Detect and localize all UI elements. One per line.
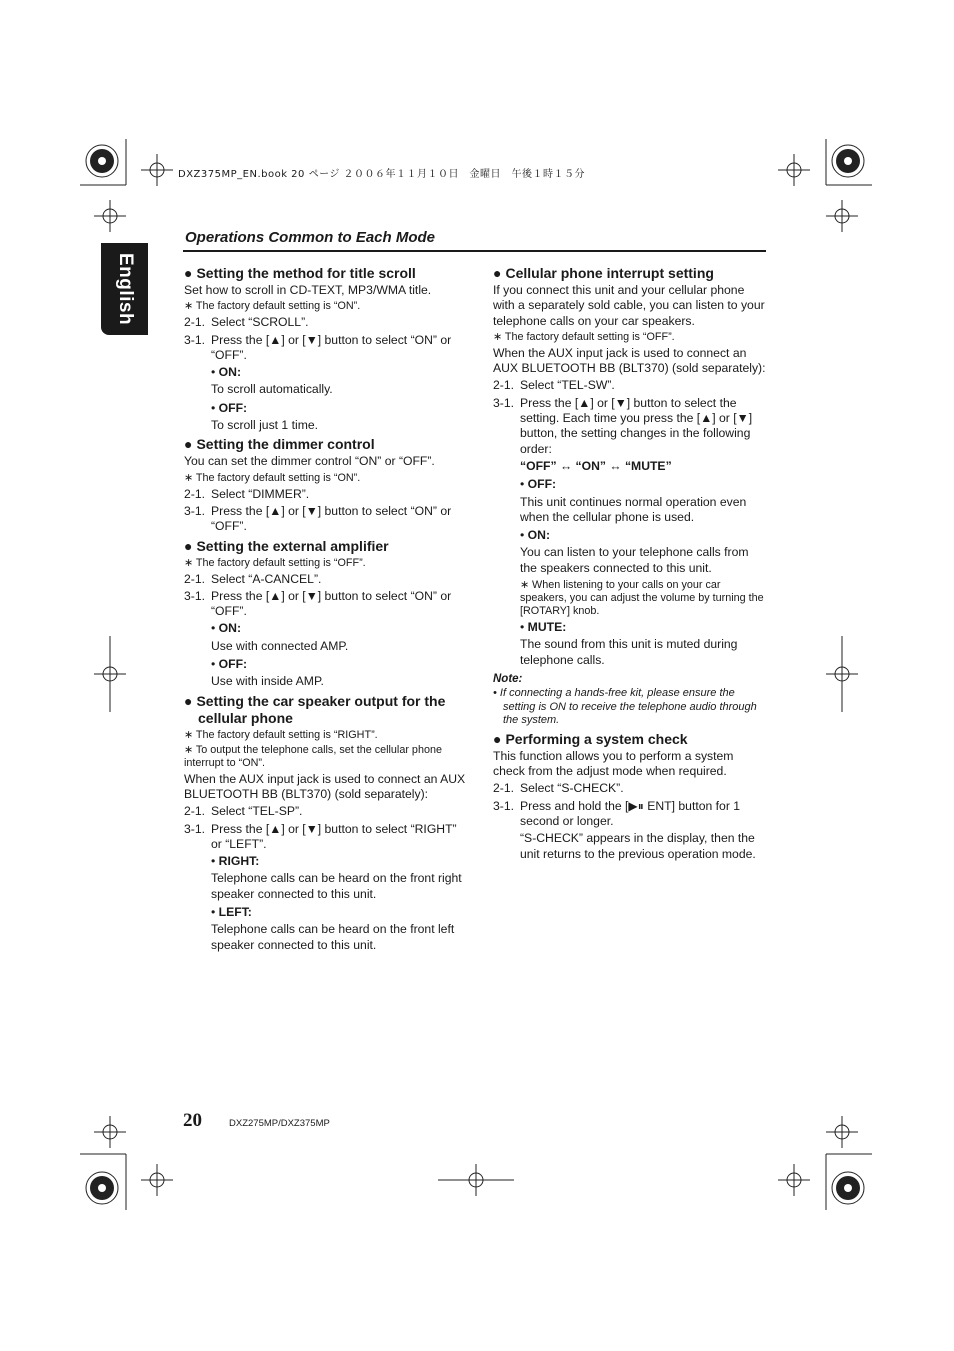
file-header: DXZ375MP_EN.book 20 ページ ２００６年１１月１０日 金曜日 午後１時１５分: [178, 169, 586, 180]
page-number: 20: [183, 1110, 202, 1131]
dimmer-factory: ∗ The factory default setting is “ON”.: [184, 471, 361, 484]
dimmer-step-3-1: 3-1. Press the [▲] or [▼] button to select “ON” or “OFF”.: [184, 503, 452, 534]
cellular-on-desc: You can listen to your telephone calls from the speakers connected to this unit.: [520, 545, 749, 575]
title-scroll-off: • OFF:: [211, 400, 248, 415]
speaker-step-2-1: 2-1. Select “TEL-SP”.: [184, 804, 303, 819]
amp-factory: ∗ The factory default setting is “OFF”.: [184, 556, 366, 569]
speaker-intro: When the AUX input jack is used to connect an AUX BLUETOOTH BB (BLT370) (sold separately):: [184, 771, 466, 801]
title-scroll-on: • ON:: [211, 365, 242, 380]
system-check-step-2-1: 2-1. Select “S-CHECK”.: [493, 781, 624, 796]
heading-title-scroll: ● Setting the method for title scroll: [184, 265, 416, 281]
heading-car-speaker: ● Setting the car speaker output for the cellular phone: [184, 692, 446, 726]
system-check-result: “S-CHECK” appears in the display, then the unit returns to the previous operation mode.: [520, 831, 756, 861]
note-title: Note:: [493, 672, 523, 685]
cellular-on: • ON:: [520, 528, 551, 543]
speaker-left: • LEFT:: [211, 905, 252, 920]
cellular-mute: • MUTE:: [520, 620, 567, 635]
speaker-factory: ∗ The factory default setting is “RIGHT”.: [184, 728, 378, 741]
speaker-right: • RIGHT:: [211, 854, 260, 869]
cellular-on-note: ∗ When listening to your calls on your car speakers, you can adjust the volume by turning the [ROTARY] knob.: [520, 579, 764, 618]
cellular-step-2-1: 2-1. Select “TEL-SW”.: [493, 378, 615, 393]
heading-cellular-interrupt: ● Cellular phone interrupt setting: [493, 265, 714, 281]
left-column: [184, 262, 469, 956]
title-scroll-factory: ∗ The factory default setting is “ON”.: [184, 300, 361, 313]
cellular-off: • OFF:: [520, 477, 557, 492]
amp-on-desc: Use with connected AMP.: [211, 638, 349, 653]
title-scroll-on-desc: To scroll automatically.: [211, 382, 333, 397]
speaker-step-3-1: 3-1. Press the [▲] or [▼] button to select “RIGHT” or “LEFT”.: [184, 821, 457, 851]
right-column: [493, 262, 768, 865]
heading-dimmer: ● Setting the dimmer control: [184, 436, 375, 453]
language-tab: [101, 243, 148, 335]
amp-off: • OFF:: [211, 657, 248, 672]
dimmer-step-2-1: 2-1. Select “DIMMER”.: [184, 486, 310, 501]
section-title: Operations Common to Each Mode: [185, 229, 436, 246]
heading-system-check: ● Performing a system check: [493, 730, 688, 747]
amp-on: • ON:: [211, 621, 242, 636]
title-scroll-off-desc: To scroll just 1 time.: [211, 418, 319, 433]
system-check-intro: This function allows you to perform a system check from the adjust mode when required.: [493, 748, 734, 779]
speaker-right-desc: Telephone calls can be heard on the front right speaker connected to this unit.: [211, 871, 462, 901]
title-scroll-intro: Set how to scroll in CD-TEXT, MP3/WMA title.: [184, 283, 432, 297]
cellular-off-desc: This unit continues normal operation even when the cellular phone is used.: [520, 494, 747, 524]
speaker-left-desc: Telephone calls can be heard on the front left speaker connected to this unit.: [211, 922, 455, 952]
title-scroll-step-3-1: 3-1. Press the [▲] or [▼] button to select “ON” or “OFF”.: [184, 332, 452, 362]
dimmer-intro: You can set the dimmer control “ON” or “OFF”.: [184, 454, 435, 469]
cellular-intro2: When the AUX input jack is used to connect an AUX BLUETOOTH BB (BLT370) (sold separately):: [493, 345, 766, 376]
model-footer: DXZ275MP/DXZ375MP: [229, 1118, 330, 1129]
cellular-mute-desc: The sound from this unit is muted during telephone calls.: [520, 637, 738, 667]
title-rule: [183, 250, 766, 252]
system-check-step-3-1: 3-1. Press and hold the [▶⏸ ENT] button for 1 second or longer.: [493, 798, 741, 828]
cellular-step-3-1: 3-1. Press the [▲] or [▼] button to select the setting. Each time you press the [▲] or [▼] button, the setting changes in the following order:: [493, 395, 753, 456]
note-text: • If connecting a hands-free kit, please ensure the setting is ON to receive the telephone audio through the system.: [493, 687, 757, 727]
cellular-factory: ∗ The factory default setting is “OFF”.: [493, 330, 675, 343]
amp-step-2-1: 2-1. Select “A-CANCEL”.: [184, 571, 322, 586]
amp-off-desc: Use with inside AMP.: [211, 674, 324, 689]
cellular-order: “OFF” ↔ “ON” ↔ “MUTE”: [520, 458, 672, 473]
cellular-intro: If you connect this unit and your cellular phone with a separately sold cable, you can listen to your telephone calls on your car speakers.: [493, 283, 765, 328]
speaker-note: ∗ To output the telephone calls, set the cellular phone interrupt to “ON”.: [184, 743, 442, 769]
amp-step-3-1: 3-1. Press the [▲] or [▼] button to select “ON” or “OFF”.: [184, 588, 452, 619]
heading-external-amp: ● Setting the external amplifier: [184, 537, 389, 554]
title-scroll-step-2-1: 2-1. Select “SCROLL”.: [184, 315, 309, 330]
language-tab-label: English: [114, 252, 136, 326]
